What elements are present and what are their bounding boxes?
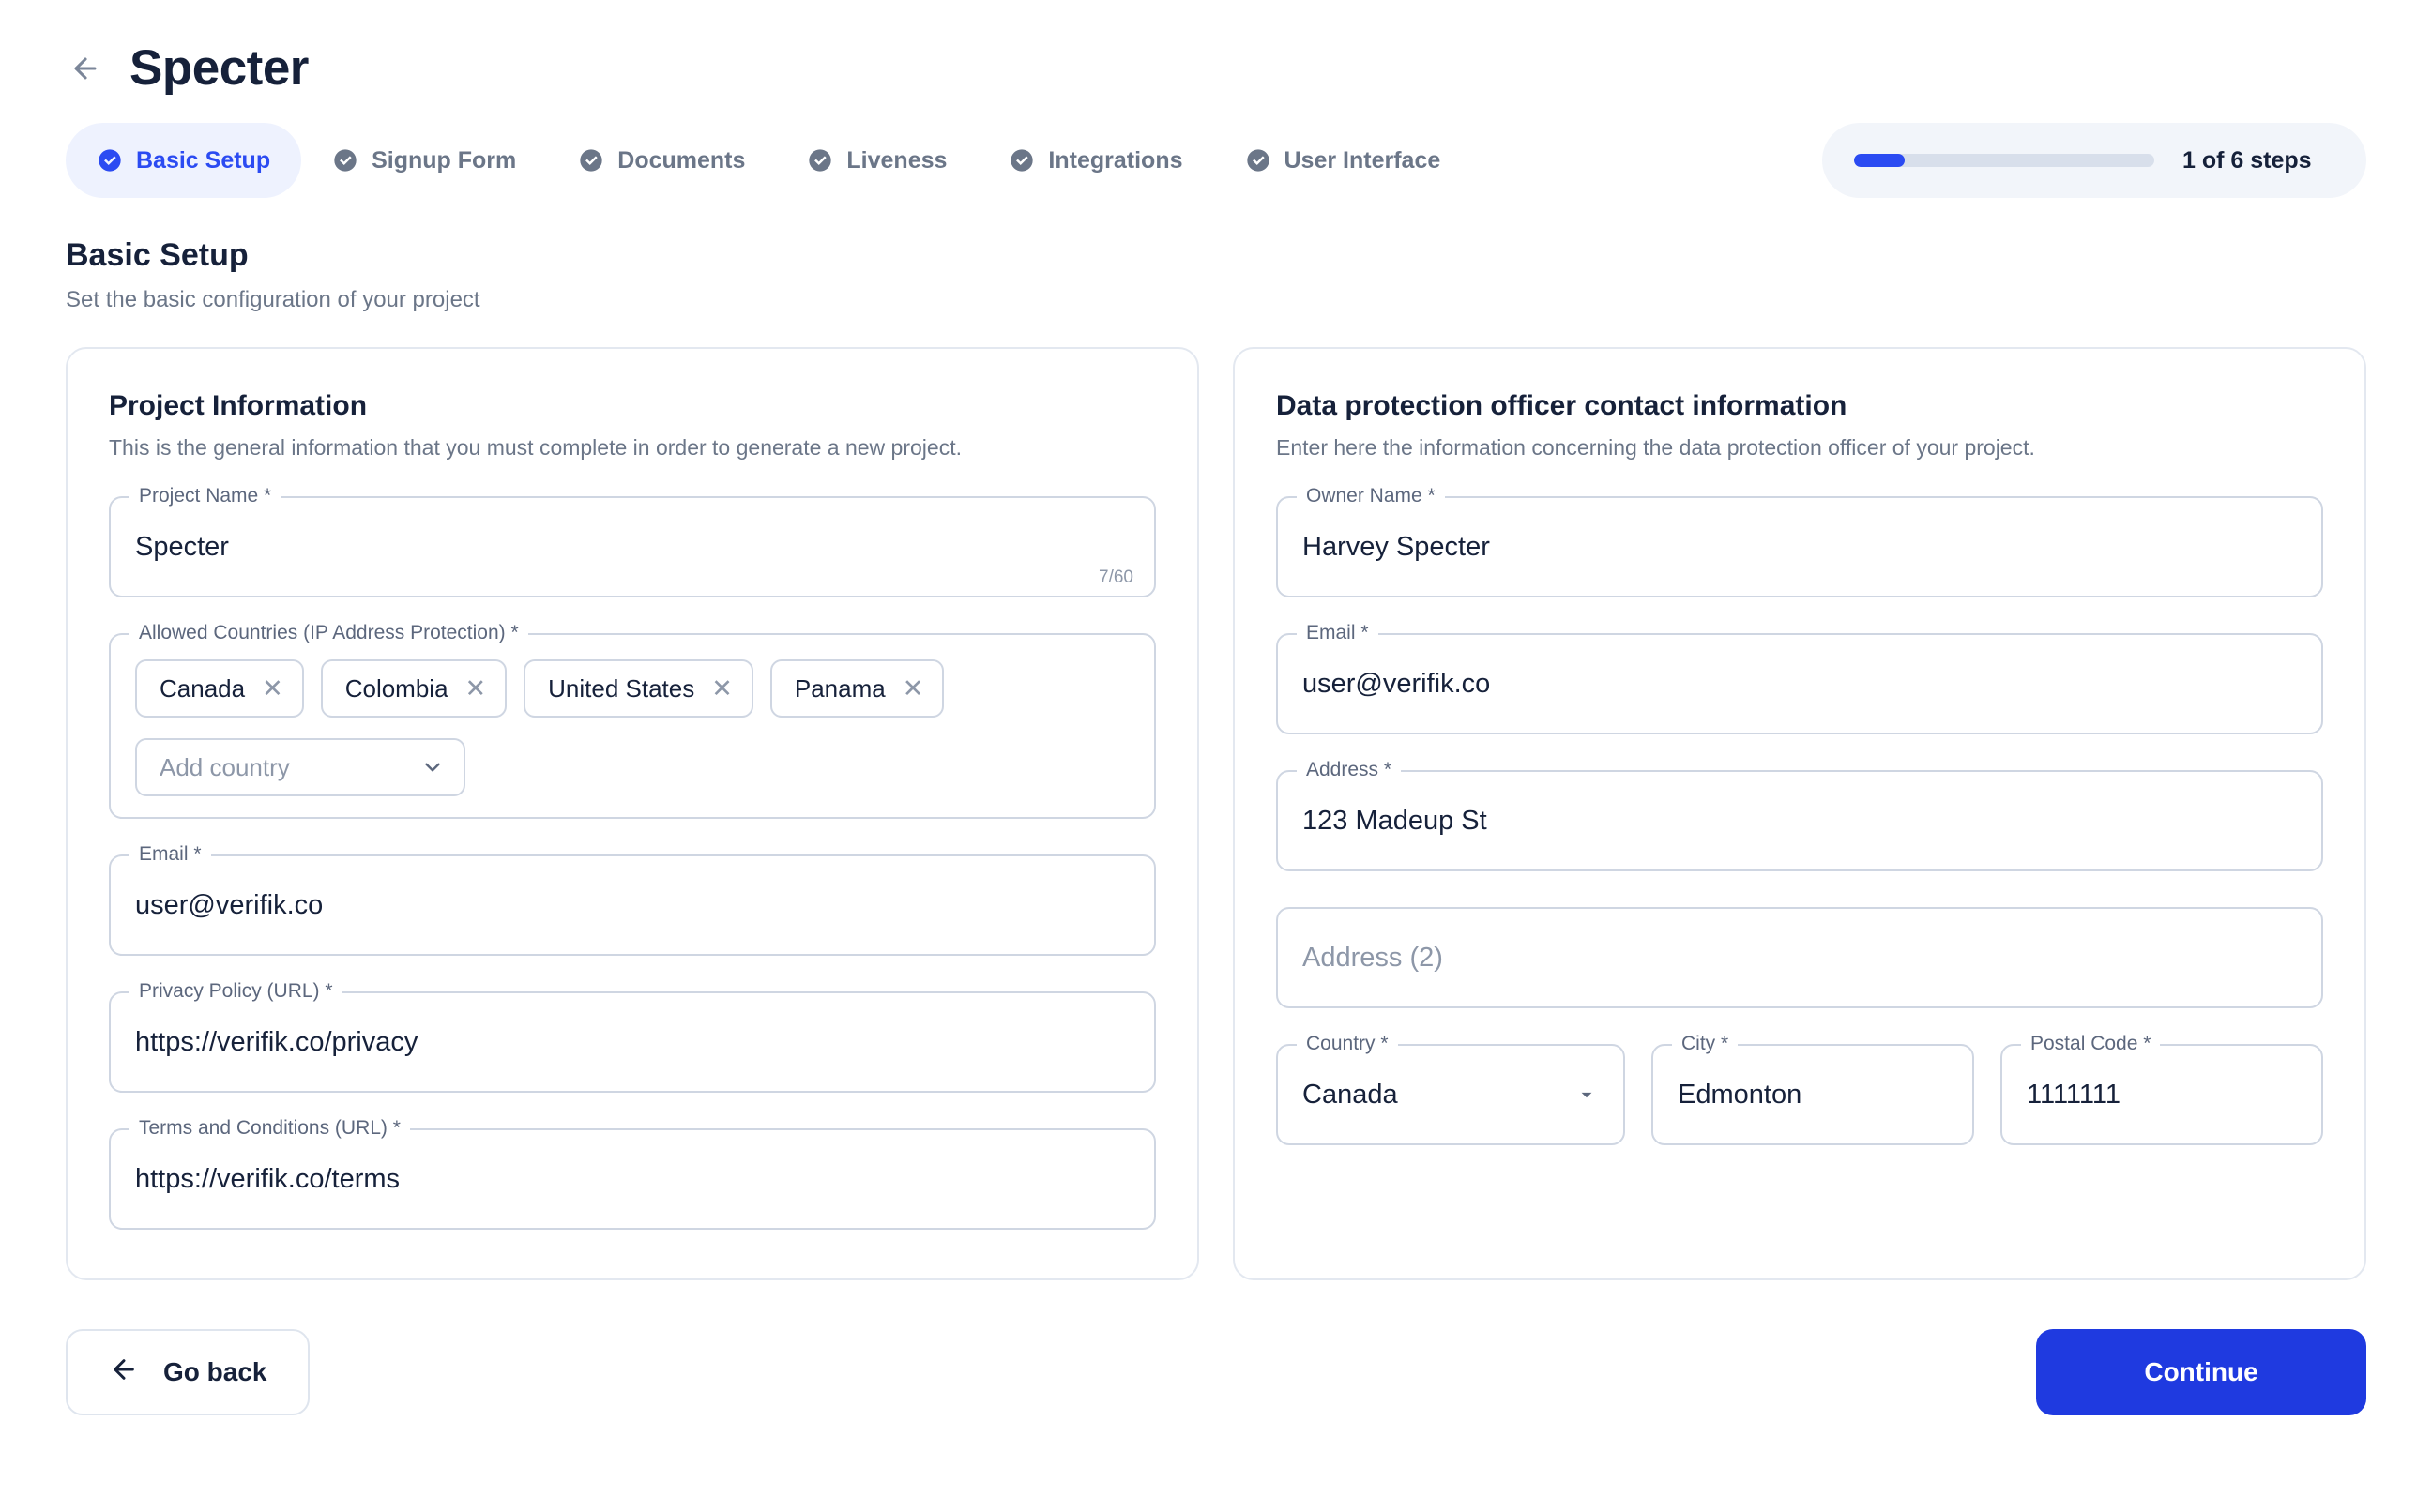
- arrow-left-icon: [109, 1354, 139, 1391]
- dpo-email-field[interactable]: [1276, 622, 2323, 734]
- privacy-policy-value: https://verifik.co/privacy: [135, 1026, 418, 1057]
- card-subtitle: This is the general information that you must complete in order to generate a new project.: [109, 435, 962, 460]
- section-heading: [66, 237, 2366, 313]
- forms-container: [66, 347, 2366, 1280]
- close-icon[interactable]: ✕: [464, 673, 487, 703]
- postal-code-field[interactable]: [2000, 1033, 2323, 1145]
- go-back-label: Go back: [163, 1357, 267, 1386]
- address-field[interactable]: [1276, 759, 2323, 871]
- city-value: Edmonton: [1678, 1079, 1802, 1110]
- section-title: Basic Setup: [66, 237, 249, 273]
- country-chip[interactable]: [321, 659, 507, 718]
- go-back-button[interactable]: [66, 1329, 310, 1415]
- check-circle-icon: [1245, 147, 1271, 174]
- project-name-label: Project Name *: [129, 485, 281, 507]
- chevron-down-icon[interactable]: [1574, 1082, 1599, 1107]
- steps-tabbar: [66, 123, 2366, 198]
- country-chip[interactable]: [524, 659, 753, 718]
- card-title: Project Information: [109, 390, 368, 421]
- tab-label: Basic Setup: [136, 146, 271, 174]
- close-icon[interactable]: ✕: [711, 673, 733, 703]
- project-name-value: Specter: [135, 531, 229, 562]
- terms-conditions-field[interactable]: [109, 1117, 1156, 1230]
- allowed-countries-field[interactable]: [109, 622, 1156, 819]
- check-circle-icon: [578, 147, 604, 174]
- country-chip-label: Canada: [160, 673, 246, 703]
- tab-label: Integrations: [1048, 146, 1183, 174]
- page-title: Specter: [129, 40, 309, 96]
- country-chip[interactable]: [135, 659, 304, 718]
- country-chips: [135, 659, 1130, 718]
- privacy-policy-label: Privacy Policy (URL) *: [129, 980, 342, 1003]
- tab-label: Liveness: [846, 146, 948, 174]
- check-circle-icon: [97, 147, 123, 174]
- dpo-email-value: user@verifik.co: [1302, 668, 1491, 699]
- card-title: Data protection officer contact information: [1276, 390, 1847, 421]
- address-label: Address *: [1297, 759, 1401, 781]
- project-email-field[interactable]: [109, 843, 1156, 956]
- terms-conditions-label: Terms and Conditions (URL) *: [129, 1117, 410, 1140]
- country-chip-label: United States: [548, 673, 695, 703]
- owner-name-field[interactable]: [1276, 485, 2323, 597]
- chevron-down-icon: [420, 755, 445, 779]
- address2-placeholder: Address (2): [1302, 942, 1443, 973]
- continue-button[interactable]: Continue: [2036, 1329, 2366, 1415]
- check-circle-icon: [807, 147, 833, 174]
- address-value: 123 Madeup St: [1302, 805, 1487, 836]
- tab-documents[interactable]: [547, 123, 776, 198]
- country-chip[interactable]: [770, 659, 944, 718]
- owner-name-value: Harvey Specter: [1302, 531, 1490, 562]
- allowed-countries-label: Allowed Countries (IP Address Protection) *: [129, 622, 528, 644]
- check-circle-icon: [1009, 147, 1035, 174]
- country-value: Canada: [1302, 1079, 1398, 1110]
- location-row: [1276, 1033, 2323, 1145]
- tab-label: User Interface: [1284, 146, 1441, 174]
- card-subtitle: Enter here the information concerning the data protection officer of your project.: [1276, 435, 2035, 460]
- dpo-email-label: Email *: [1297, 622, 1378, 644]
- close-icon[interactable]: ✕: [902, 673, 924, 703]
- section-subtitle: Set the basic configuration of your project: [66, 287, 480, 312]
- project-email-value: user@verifik.co: [135, 889, 324, 920]
- country-chip-label: Colombia: [344, 673, 448, 703]
- terms-conditions-value: https://verifik.co/terms: [135, 1163, 401, 1194]
- city-label: City *: [1672, 1033, 1738, 1055]
- project-email-label: Email *: [129, 843, 211, 866]
- tab-signup-form[interactable]: [301, 123, 547, 198]
- dpo-card: [1233, 347, 2366, 1280]
- tab-user-interface[interactable]: [1214, 123, 1472, 198]
- project-information-card: [66, 347, 1199, 1280]
- country-select-field[interactable]: [1276, 1033, 1625, 1145]
- check-circle-icon: [332, 147, 358, 174]
- form-footer: [66, 1329, 2366, 1415]
- add-country-select[interactable]: [135, 738, 465, 796]
- tab-liveness[interactable]: [776, 123, 978, 198]
- tab-integrations[interactable]: [978, 123, 1213, 198]
- progress-track: [1854, 154, 2154, 167]
- country-chip-label: Panama: [794, 673, 886, 703]
- postal-code-label: Postal Code *: [2021, 1033, 2160, 1055]
- owner-name-label: Owner Name *: [1297, 485, 1445, 507]
- postal-code-value: 1111111: [2027, 1079, 2120, 1110]
- tab-label: Documents: [617, 146, 746, 174]
- back-arrow-icon[interactable]: [66, 49, 105, 88]
- page-header: [66, 0, 2366, 97]
- project-name-counter: 7/60: [1099, 567, 1133, 587]
- progress-fill: [1854, 154, 1905, 167]
- step-progress: [1822, 123, 2366, 198]
- city-field[interactable]: [1651, 1033, 1974, 1145]
- progress-label: 1 of 6 steps: [2182, 146, 2312, 174]
- close-icon[interactable]: ✕: [262, 673, 283, 703]
- project-name-field[interactable]: [109, 485, 1156, 597]
- country-label: Country *: [1297, 1033, 1398, 1055]
- tab-basic-setup[interactable]: [66, 123, 301, 198]
- address2-field[interactable]: [1276, 907, 2323, 1008]
- add-country-placeholder: Add country: [160, 752, 290, 781]
- tab-label: Signup Form: [372, 146, 517, 174]
- privacy-policy-field[interactable]: [109, 980, 1156, 1093]
